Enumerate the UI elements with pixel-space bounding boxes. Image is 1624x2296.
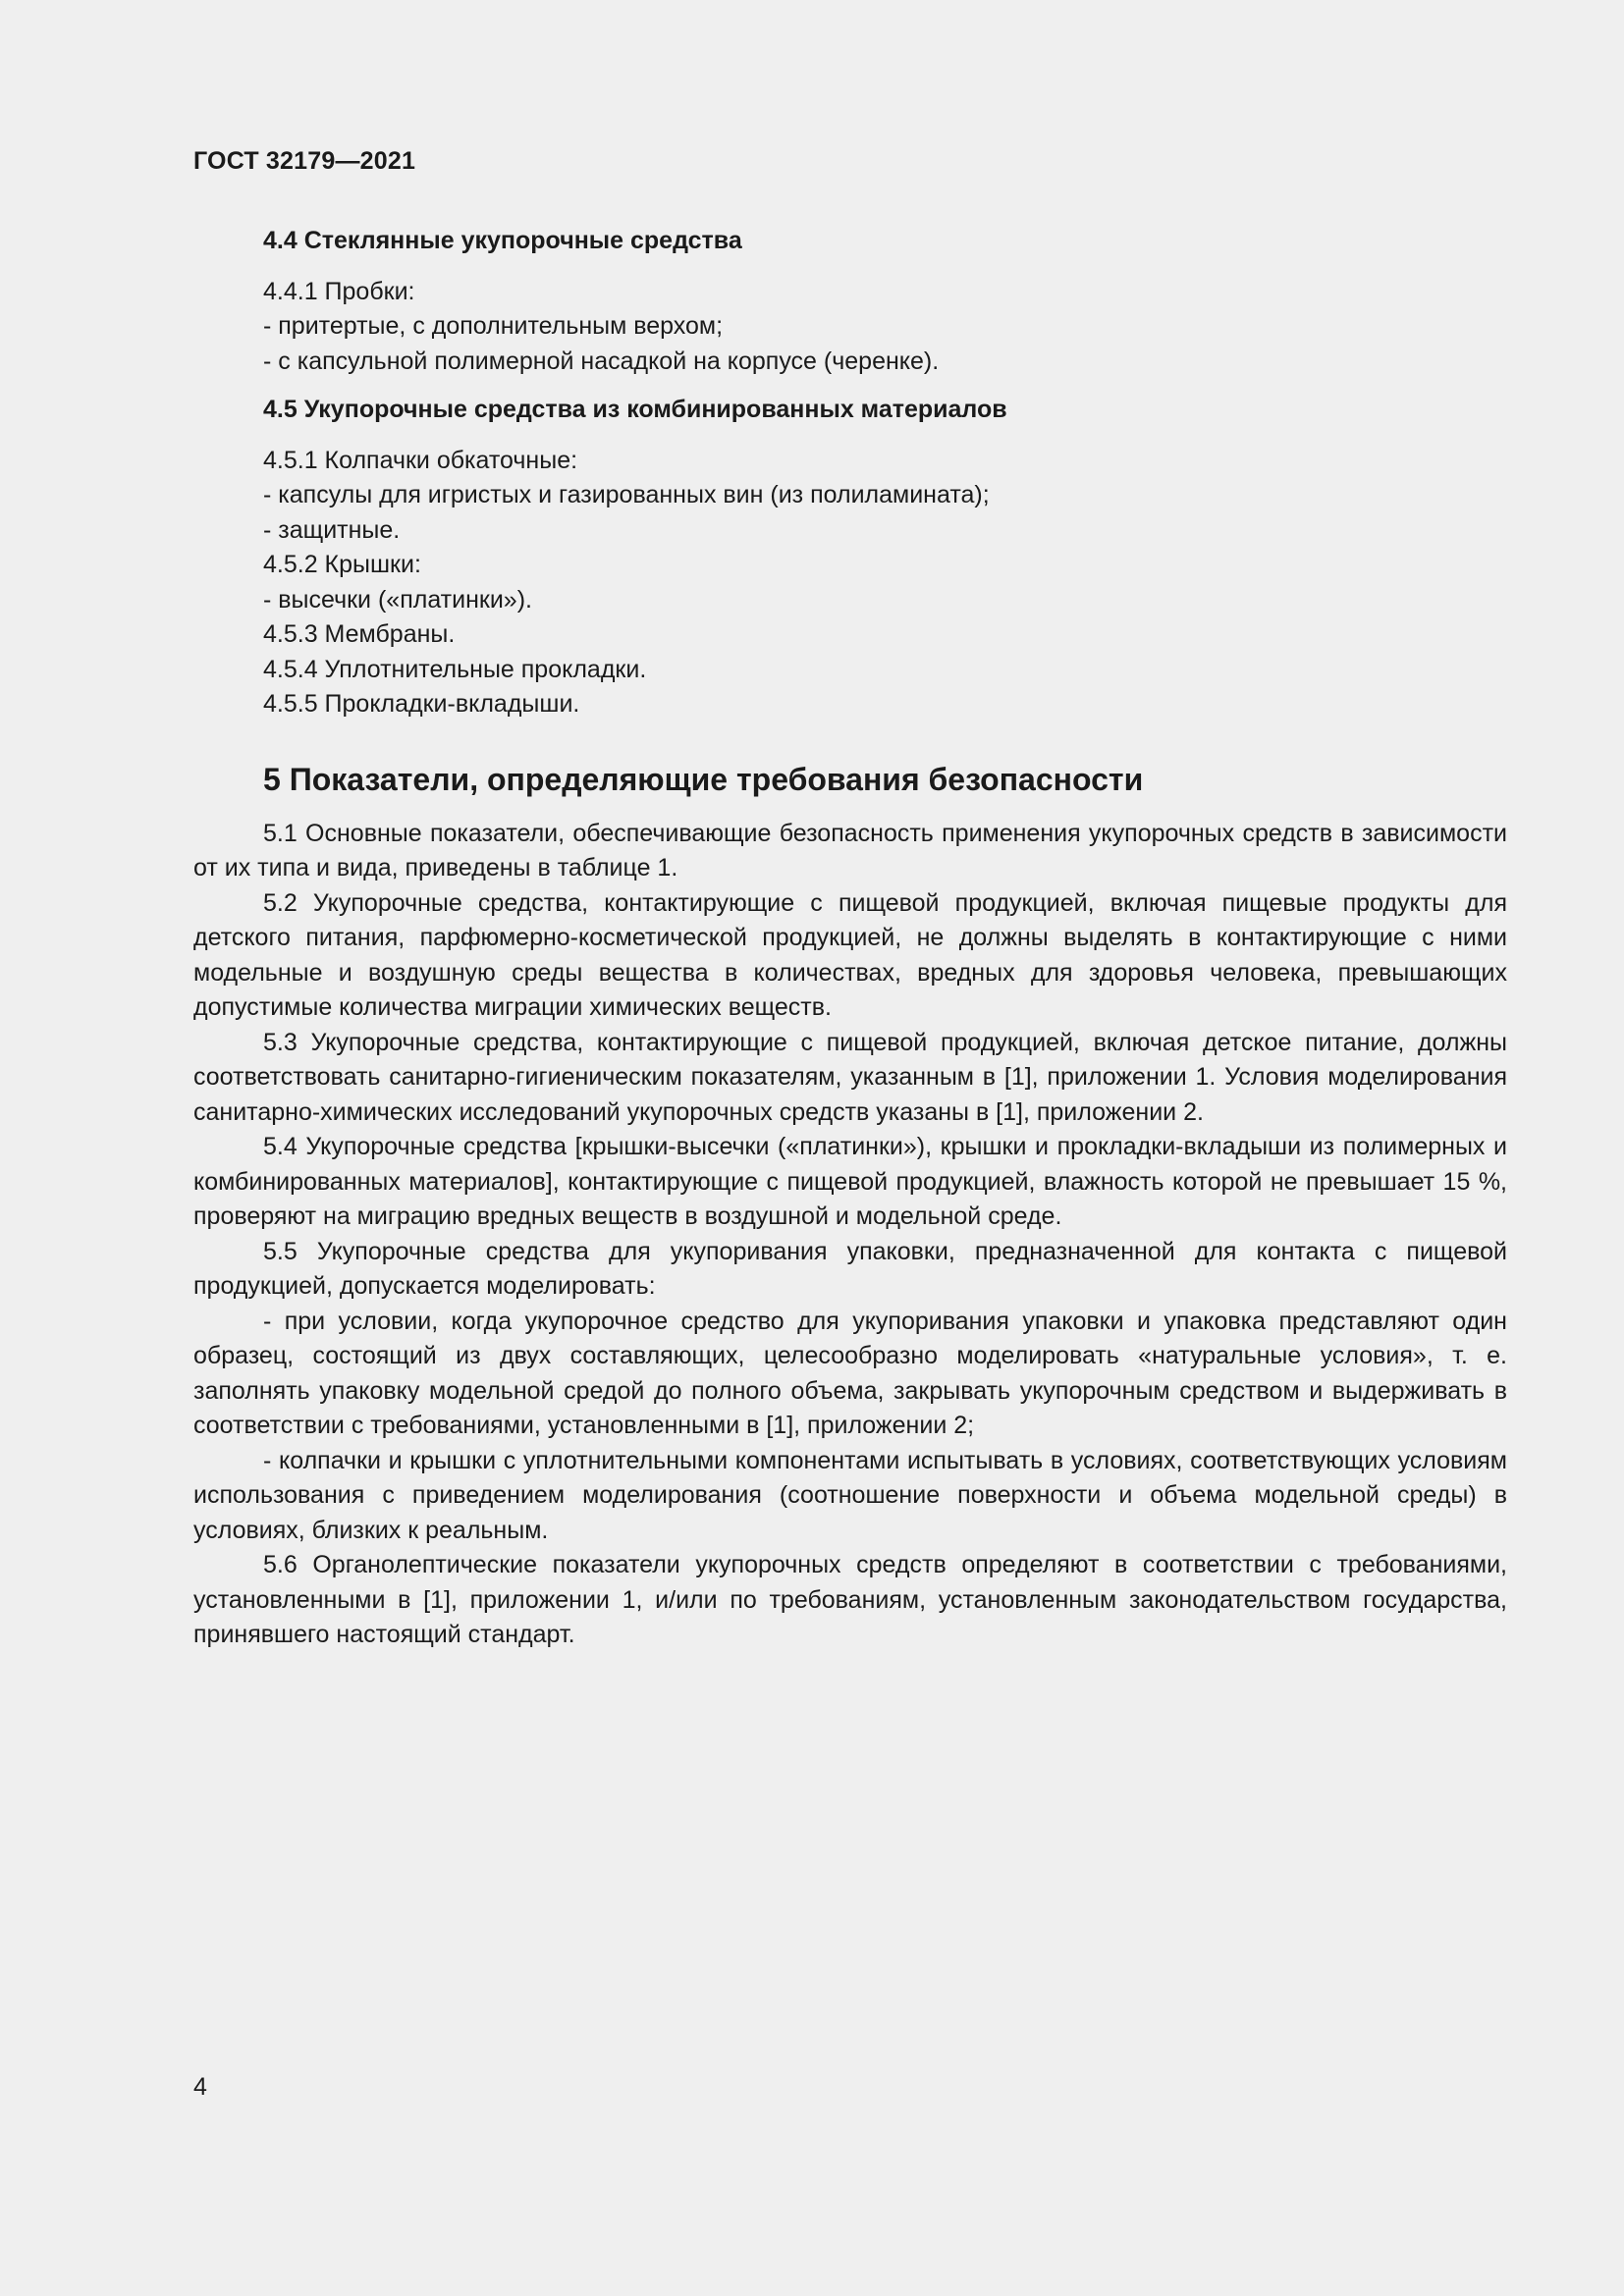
list-item: - высечки («платинки»). — [263, 585, 532, 614]
paragraph-5-5-bullet-2: - колпачки и крышки с уплотнительными компонентами испытывать в условиях, соответствующих условиям использования с приведением моделирования (соотношение поверхности и объема модельной среды) в условиях, близких к реальным. — [193, 1446, 1507, 1544]
list-item: 4.4.1 Пробки: — [263, 277, 415, 305]
paragraph-5-4: 5.4 Укупорочные средства [крышки-высечки («платинки»), крышки и прокладки-вкладыши из полимерных и комбинированных материалов], контактирующие с пищевой продукцией, влажность которой не превышает 15 %, проверяют на миграцию вредных веществ в воздушной и модельной среде. — [193, 1133, 1507, 1230]
spacer — [193, 379, 1507, 393]
section-4-4-title: 4.4 Стеклянные укупорочные средства — [263, 227, 742, 254]
list-item: 4.5.3 Мембраны. — [263, 620, 456, 648]
paragraph-5-3: 5.3 Укупорочные средства, контактирующие с пищевой продукцией, включая детское питание, должны соответствовать санитарно-гигиеническим показателям, указанным в [1], приложении 1. Условия моделирования санитарно-химических исследований укупорочных средств указаны в [1], приложении 2. — [193, 1028, 1507, 1126]
paragraph-5-5: 5.5 Укупорочные средства для укупоривания упаковки, предназначенной для контакта с пищевой продукцией, допускается моделировать: — [193, 1237, 1507, 1300]
list-item: 4.5.2 Крышки: — [263, 551, 421, 578]
list-item: - защитные. — [263, 515, 401, 544]
section-5-title: 5 Показатели, определяющие требования безопасности — [263, 761, 1144, 797]
list-item: 4.5.1 Колпачки обкаточные: — [263, 446, 578, 474]
list-item: - капсулы для игристых и газированных вин (из полиламината); — [263, 481, 990, 508]
section-4-5-title: 4.5 Укупорочные средства из комбинированных материалов — [263, 396, 1007, 423]
list-item: - притертые, с дополнительным верхом; — [263, 312, 724, 340]
paragraph-5-5-bullet-1: - при условии, когда укупорочное средство для укупоривания упаковки и упаковка представляют один образец, состоящий из двух составляющих, целесообразно моделировать «натуральные условия», т. е. заполнять упаковку модельной средой до полного объема, закрывать укупорочным средством и выдерживать в соответствии с требованиями, установленными в [1], приложении 2; — [193, 1307, 1507, 1439]
document-code: ГОСТ 32179—2021 — [193, 147, 416, 175]
list-item: 4.5.5 Прокладки-вкладыши. — [263, 690, 580, 718]
paragraph-5-1: 5.1 Основные показатели, обеспечивающие безопасность применения укупорочных средств в зависимости от их типа и вида, приведены в таблице 1. — [193, 819, 1507, 881]
list-item: - с капсульной полимерной насадкой на корпусе (черенке). — [263, 347, 940, 375]
page-number: 4 — [193, 2073, 207, 2101]
list-item: 4.5.4 Уплотнительные прокладки. — [263, 655, 647, 683]
paragraph-5-2: 5.2 Укупорочные средства, контактирующие с пищевой продукцией, включая пищевые продукты для детского питания, парфюмерно-косметической продукцией, не должны выделять в контактирующие с ними модельные и воздушную среды вещества в количествах, вредных для здоровья человека, превышающих допустимые количества миграции химических веществ. — [193, 888, 1507, 1021]
page-content — [193, 224, 1507, 1653]
paragraph-5-6: 5.6 Органолептические показатели укупорочных средств определяют в соответствии с требованиями, установленными в [1], приложении 1, и/или по требованиям, установленным законодательством государства, принявшего настоящий стандарт. — [193, 1551, 1507, 1648]
